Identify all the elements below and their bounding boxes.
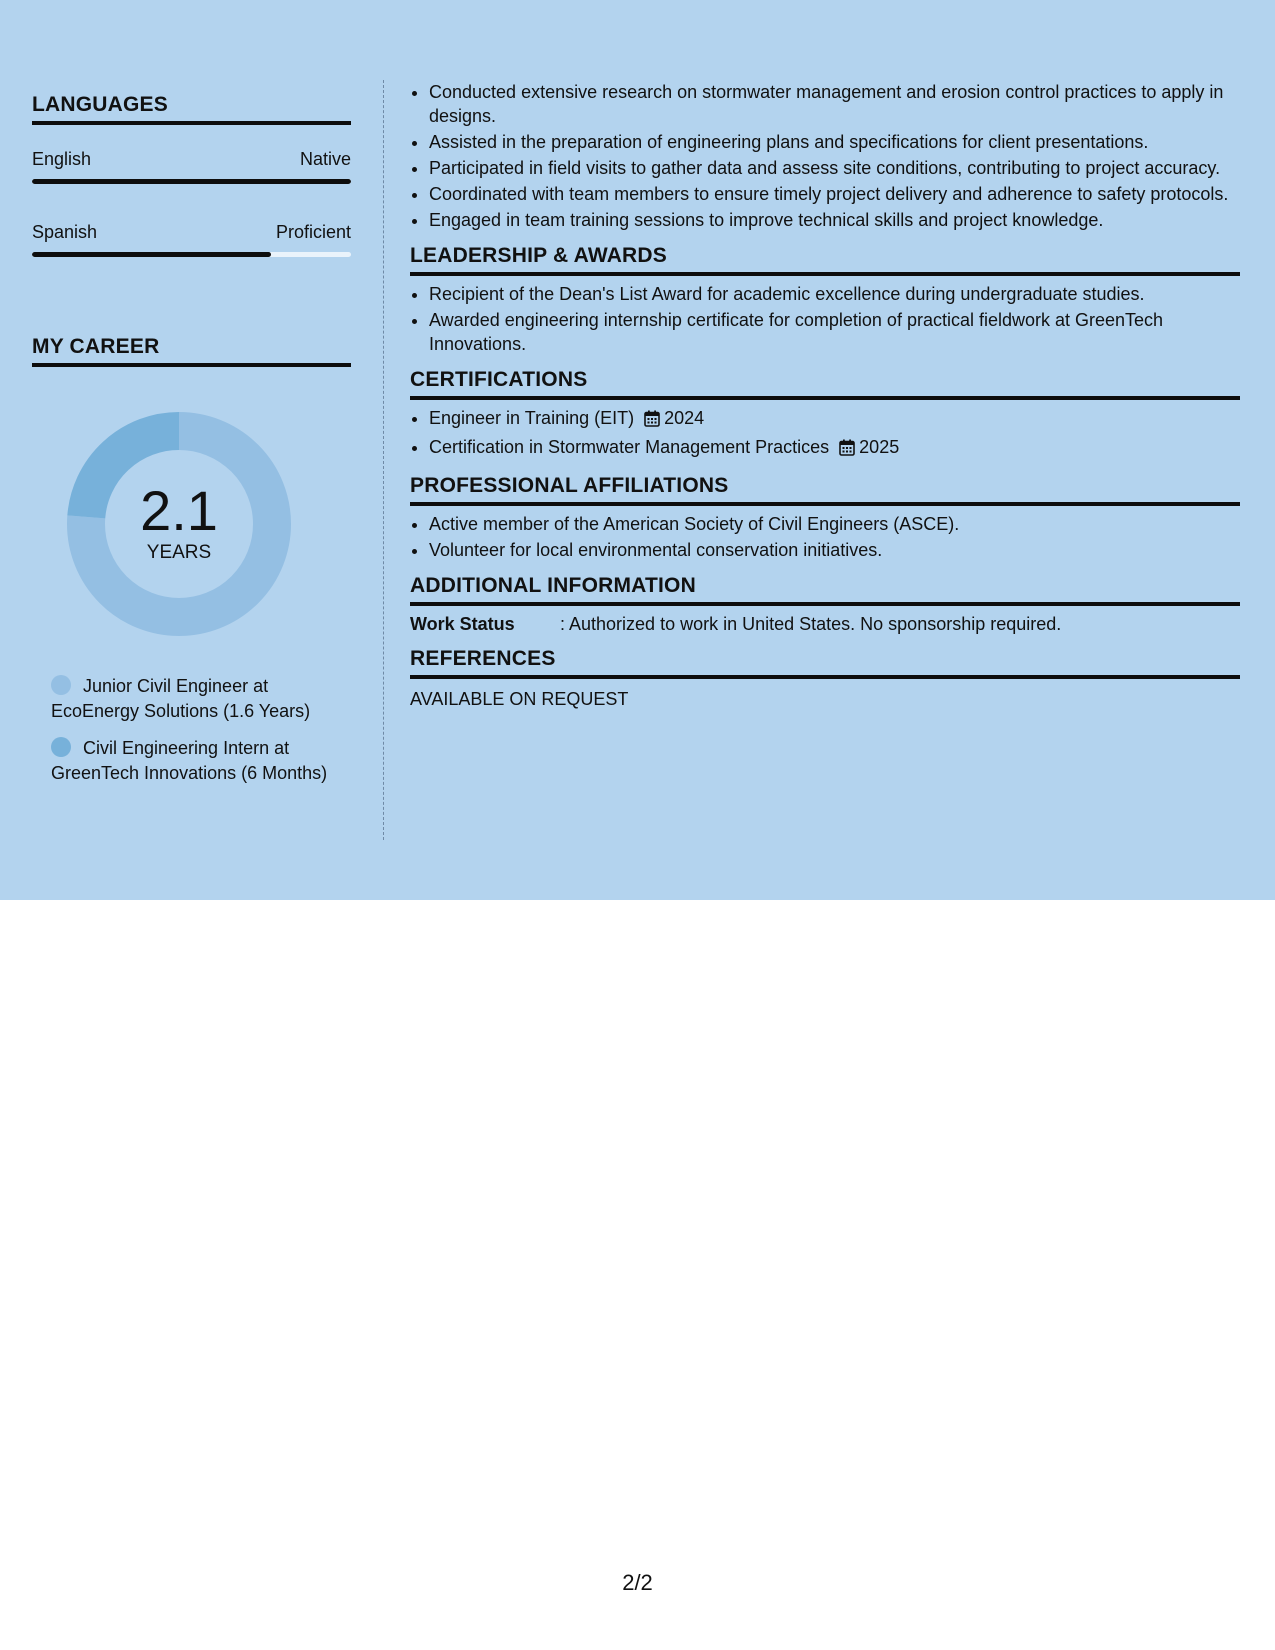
career-legend [51,674,341,786]
list-item: • Awarded engineering internship certificate for completion of practical fieldwork at GreenTech Innovations. [429,308,1240,356]
language-level: Proficient [275,222,351,242]
list-item: • Recipient of the Dean's List Award for academic excellence during undergraduate studies. [429,282,1240,306]
left-column [32,93,351,798]
affiliations-section [410,474,1240,562]
leadership-title: LEADERSHIP & AWARDS [410,244,1240,276]
list-item: • Assisted in the preparation of engineering plans and specifications for client presentations. [429,130,1240,154]
references-section [410,647,1240,710]
language-name: English [32,149,92,169]
leadership-list [410,282,1240,356]
career-title: MY CAREER [32,335,351,367]
additional-info-title: ADDITIONAL INFORMATION [410,574,1240,606]
work-status-row [410,614,1240,635]
career-total-unit: YEARS [146,542,212,563]
right-column [410,80,1240,710]
certification-item [429,406,1240,433]
legend-label: Civil Engineering Intern at GreenTech Innovations (6 Months) [51,738,328,783]
legend-item [51,674,341,724]
list-item: • Engaged in team training sessions to improve technical skills and project knowledge. [429,208,1240,232]
language-level: Native [299,149,351,169]
language-item [32,222,351,257]
affiliations-list [410,512,1240,562]
legend-dot [51,737,71,757]
language-bar-fill [32,179,351,184]
career-donut-chart [67,412,291,636]
legend-label: Junior Civil Engineer at EcoEnergy Solutions (1.6 Years) [51,676,311,721]
languages-section [32,93,351,257]
references-text: AVAILABLE ON REQUEST [410,689,629,709]
legend-item [51,736,341,786]
career-total-years: 2.1 [140,479,218,542]
work-status-label: Work Status [410,614,515,634]
certifications-title: CERTIFICATIONS [410,368,1240,400]
legend-dot [51,675,71,695]
references-title: REFERENCES [410,647,1240,679]
additional-info-section [410,574,1240,635]
certification-year: 2025 [859,437,900,457]
languages-title: LANGUAGES [32,93,351,125]
language-name: Spanish [32,222,98,242]
certification-year: 2024 [664,408,705,428]
experience-bullet-list [410,80,1240,232]
calendar-icon [644,409,660,433]
career-section [32,335,351,786]
list-item: • Coordinated with team members to ensure timely project delivery and adherence to safety protocols. [429,182,1240,206]
certifications-list [410,406,1240,462]
list-item: • Volunteer for local environmental conservation initiatives. [429,538,1240,562]
calendar-icon [839,438,855,462]
list-item: • Participated in field visits to gather data and assess site conditions, contributing to project accuracy. [429,156,1240,180]
work-status-value: : Authorized to work in United States. No sponsorship required. [560,614,1062,634]
certifications-section [410,368,1240,462]
leadership-section [410,244,1240,356]
affiliations-title: PROFESSIONAL AFFILIATIONS [410,474,1240,506]
list-item: • Active member of the American Society of Civil Engineers (ASCE). [429,512,1240,536]
column-divider [383,80,384,840]
language-bar-track [32,252,351,257]
page-number: 2/2 [622,1570,653,1595]
language-bar-track [32,179,351,184]
language-bar-fill [32,252,271,257]
certification-name: Engineer in Training (EIT) [429,408,635,428]
certification-name: Certification in Stormwater Management Practices [429,437,830,457]
list-item: • Conducted extensive research on stormwater management and erosion control practices to apply in designs. [429,80,1240,128]
language-item [32,149,351,184]
certification-item [429,435,1240,462]
